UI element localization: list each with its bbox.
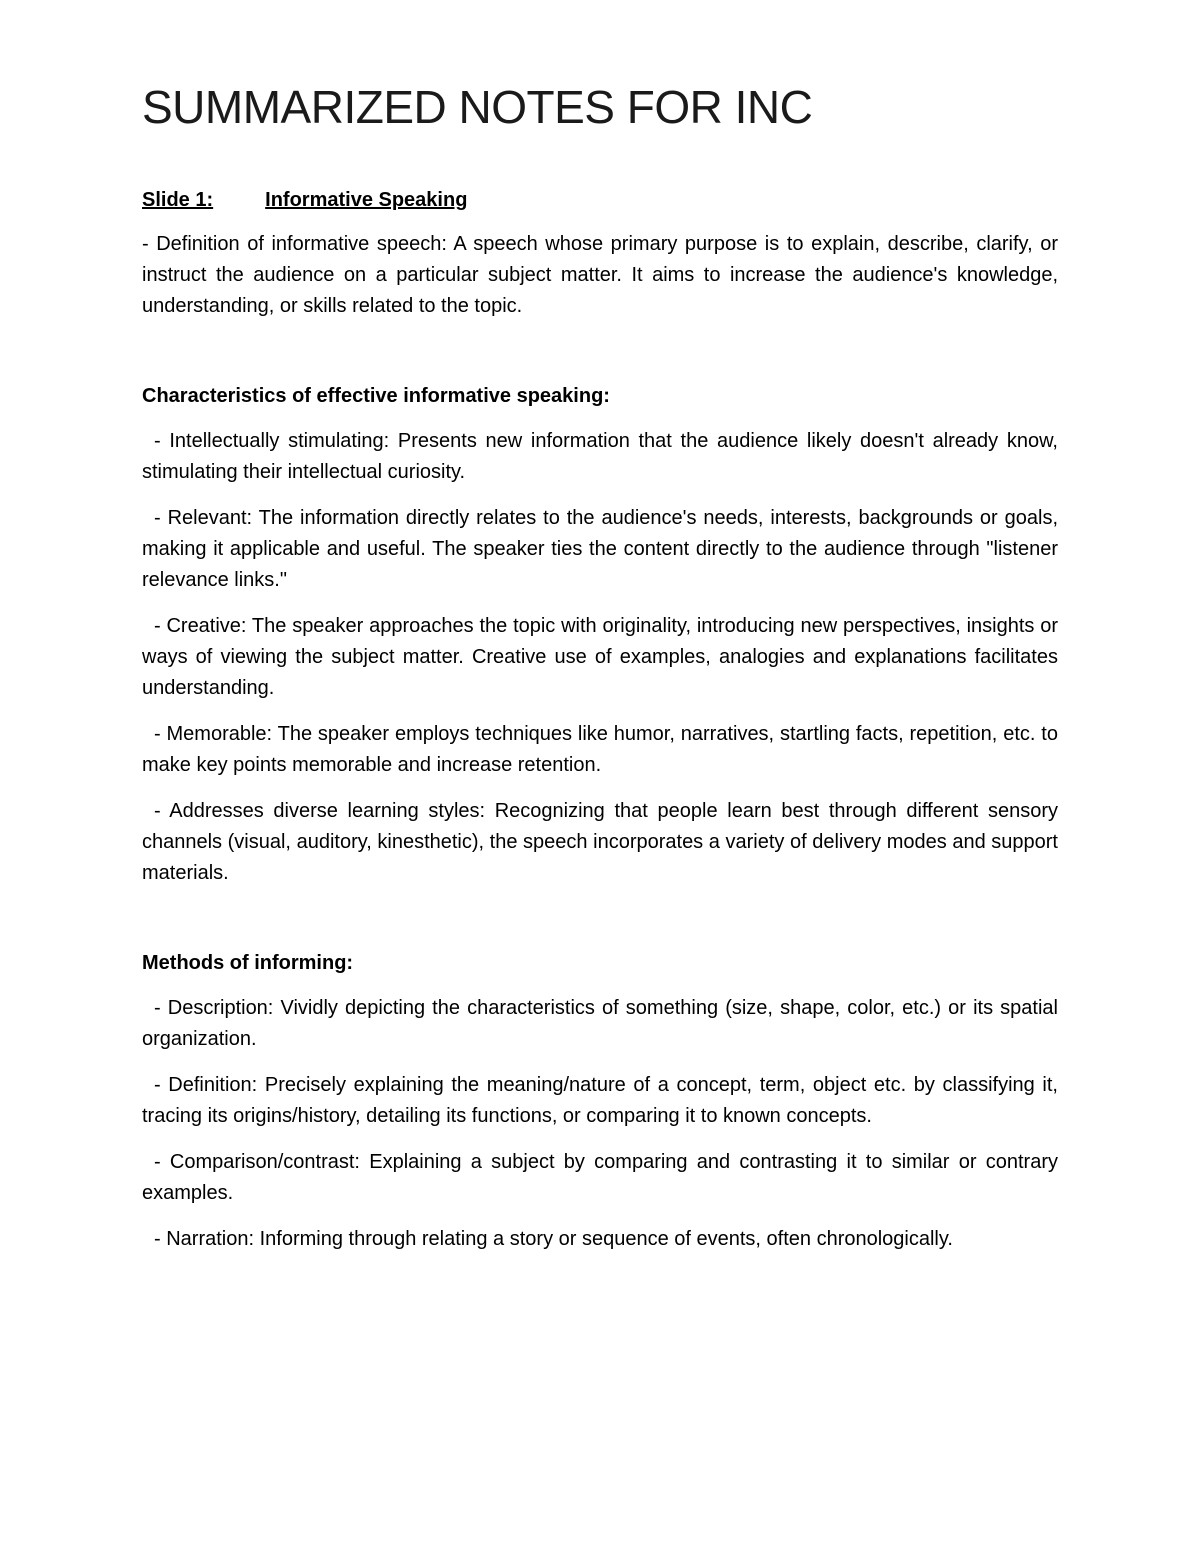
slide-label: Slide 1: — [142, 189, 214, 211]
characteristic-item: - Creative: The speaker approaches the topic with originality, introducing new perspectives, insights or ways of viewing the subject matter. Creative use of examples, analogies and explanations facilitates understanding. — [142, 615, 1058, 699]
characteristic-item: - Intellectually stimulating: Presents new information that the audience likely doesn't already know, stimulating their intellectual curiosity. — [142, 430, 1058, 483]
method-item: - Comparison/contrast: Explaining a subject by comparing and contrasting it to similar or contrary examples. — [142, 1151, 1058, 1204]
methods-heading: Methods of informing: — [142, 952, 354, 974]
document-page — [142, 72, 1058, 1255]
method-item: - Definition: Precisely explaining the meaning/nature of a concept, term, object etc. by classifying it, tracing its origins/history, detailing its functions, or comparing it to known concepts. — [142, 1074, 1058, 1127]
method-item: - Description: Vividly depicting the characteristics of something (size, shape, color, etc.) or its spatial organization. — [142, 997, 1058, 1050]
slide-topic: Informative Speaking — [265, 189, 468, 211]
characteristic-item: - Relevant: The information directly relates to the audience's needs, interests, backgrounds or goals, making it applicable and useful. The speaker ties the content directly to the audience through "listener relevance links." — [142, 507, 1058, 591]
characteristic-item: - Memorable: The speaker employs techniques like humor, narratives, startling facts, repetition, etc. to make key points memorable and increase retention. — [142, 723, 1058, 776]
characteristic-item: - Addresses diverse learning styles: Recognizing that people learn best through different sensory channels (visual, auditory, kinesthetic), the speech incorporates a variety of delivery modes and support materials. — [142, 800, 1058, 884]
document-title: SUMMARIZED NOTES FOR INC — [142, 81, 813, 133]
slide-heading — [142, 186, 1058, 214]
definition-paragraph: - Definition of informative speech: A speech whose primary purpose is to explain, describe, clarify, or instruct the audience on a particular subject matter. It aims to increase the audience's knowledge, understanding, or skills related to the topic. — [142, 233, 1058, 317]
method-item: - Narration: Informing through relating a story or sequence of events, often chronologically. — [154, 1228, 953, 1250]
characteristics-heading: Characteristics of effective informative speaking: — [142, 385, 610, 407]
